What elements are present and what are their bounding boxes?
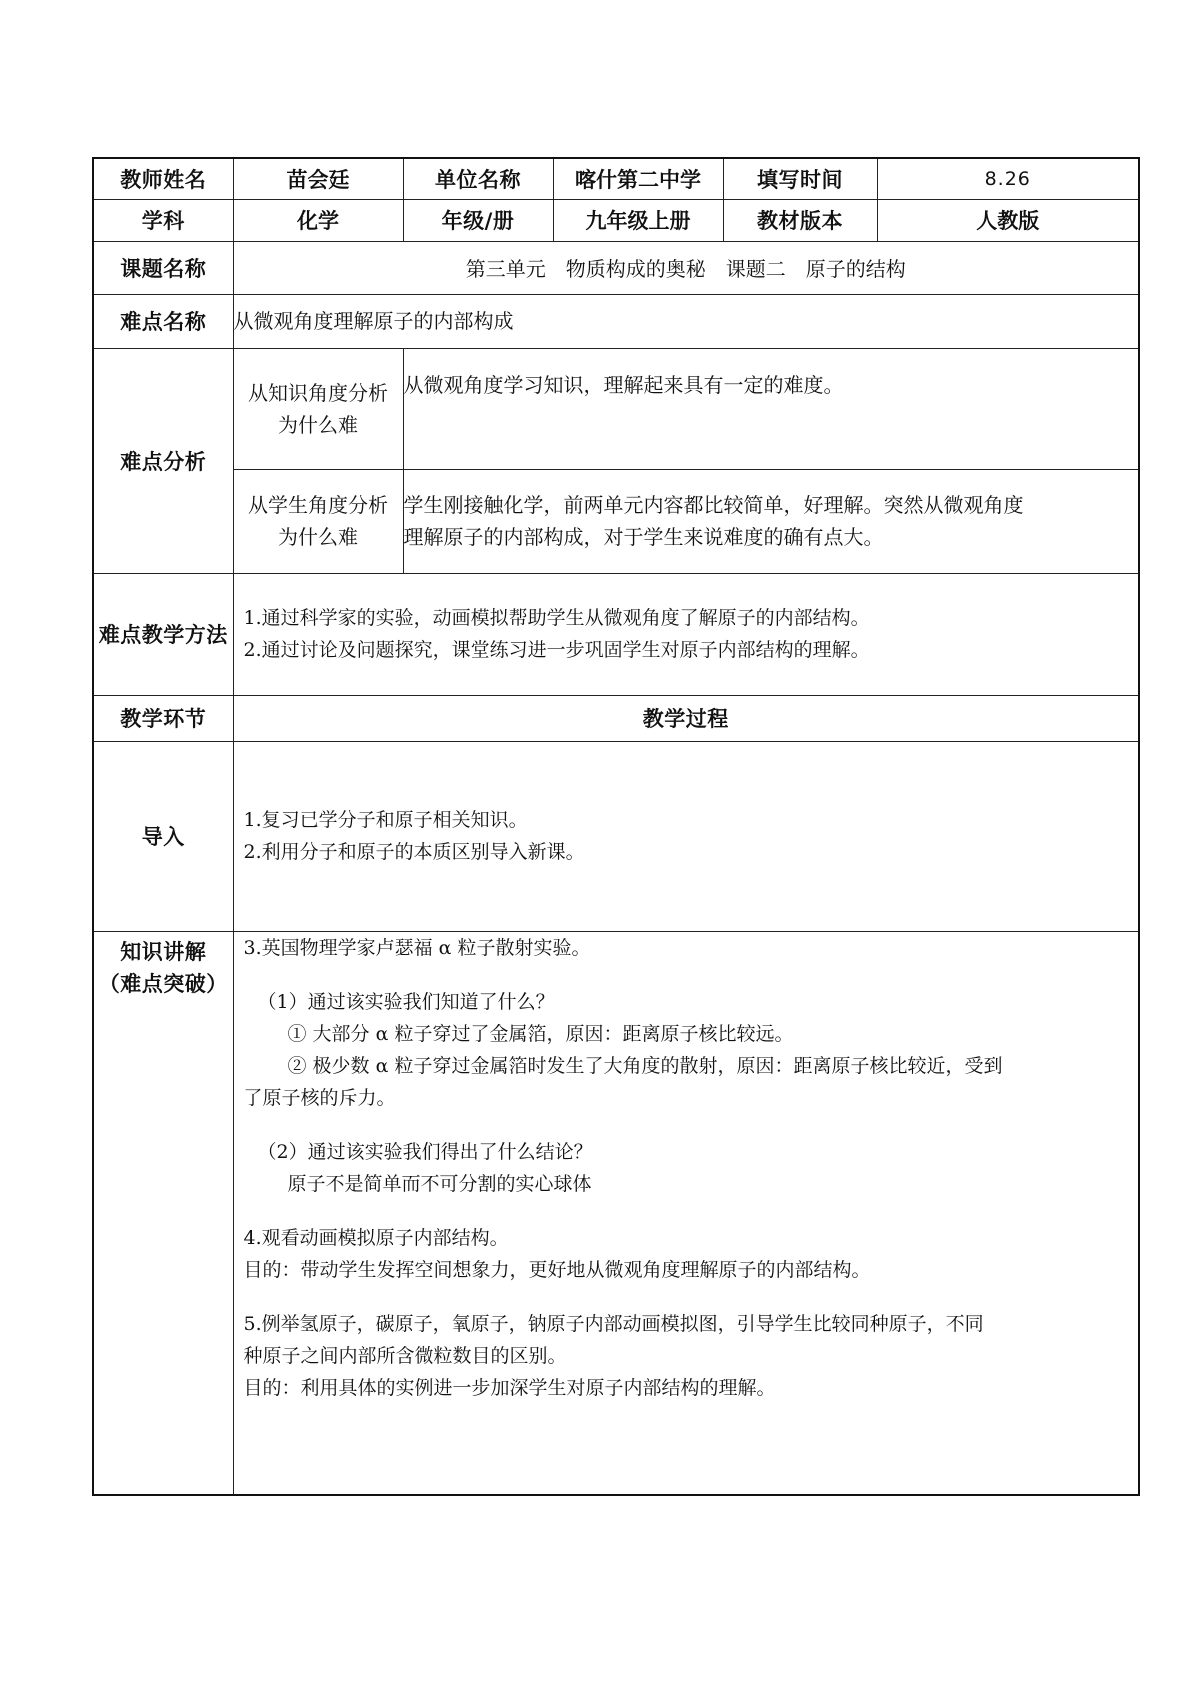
lecture-line-1: 3.英国物理学家卢瑟福 α 粒子散射实验。 — [243, 936, 591, 959]
lecture-line-10: 5.例举氢原子，碳原子，氧原子，钠原子内部动画模拟图，引导学生比较同种原子，不同 — [243, 1312, 984, 1335]
intro-row — [93, 741, 1139, 931]
subject-label: 学科 — [93, 199, 233, 241]
lecture-line-5: 了原子核的斥力。 — [243, 1086, 396, 1109]
method-line-2: 2.通过讨论及问题探究，课堂练习进一步巩固学生对原子内部结构的理解。 — [243, 639, 870, 661]
subject-value: 化学 — [233, 199, 403, 241]
fill-date-label: 填写时间 — [723, 158, 877, 199]
intro-value — [233, 741, 1139, 931]
lecture-line-11: 种原子之间内部所含微粒数目的区别。 — [243, 1344, 567, 1367]
lecture-row — [93, 931, 1139, 1495]
unit-name-label: 单位名称 — [403, 158, 553, 199]
analysis-knowledge-row — [93, 348, 1139, 469]
intro-line-2: 2.利用分子和原子的本质区别导入新课。 — [243, 841, 585, 863]
teacher-name-label: 教师姓名 — [93, 158, 233, 199]
difficulty-label: 难点名称 — [93, 294, 233, 348]
lecture-line-6: （2）通过该实验我们得出了什么结论？ — [257, 1140, 593, 1163]
student-analysis-line-1: 学生刚接触化学，前两单元内容都比较简单，好理解。突然从微观角度 — [403, 493, 1024, 517]
grade-label: 年级/册 — [403, 199, 553, 241]
lecture-line-7: 原子不是简单而不可分割的实心球体 — [287, 1172, 592, 1195]
lesson-plan-page — [92, 157, 1138, 1496]
method-line-1: 1.通过科学家的实验，动画模拟帮助学生从微观角度了解原子的内部结构。 — [243, 607, 870, 629]
topic-value: 第三单元 物质构成的奥秘 课题二 原子的结构 — [233, 241, 1139, 294]
knowledge-analysis-label — [233, 348, 403, 469]
lecture-label — [93, 931, 233, 1495]
student-analysis-label — [233, 469, 403, 573]
method-label: 难点教学方法 — [93, 573, 233, 695]
header-row-1 — [93, 158, 1139, 199]
fill-date-value: 8.26 — [877, 158, 1139, 199]
student-analysis-label-line-1: 从学生角度分析 — [248, 493, 388, 517]
stage-header: 教学环节 — [93, 695, 233, 741]
lecture-line-12: 目的：利用具体的实例进一步加深学生对原子内部结构的理解。 — [243, 1376, 776, 1399]
intro-label: 导入 — [93, 741, 233, 931]
student-analysis-line-2: 理解原子的内部构成，对于学生来说难度的确有点大。 — [403, 525, 884, 549]
intro-line-1: 1.复习已学分子和原子相关知识。 — [243, 809, 528, 831]
lecture-line-4: ② 极少数 α 粒子穿过金属箔时发生了大角度的散射，原因：距离原子核比较近，受到 — [287, 1054, 1003, 1077]
difficulty-value: 从微观角度理解原子的内部构成 — [233, 294, 1139, 348]
lecture-line-9: 目的：带动学生发挥空间想象力，更好地从微观角度理解原子的内部结构。 — [243, 1258, 871, 1281]
edition-label: 教材版本 — [723, 199, 877, 241]
knowledge-analysis-label-line-1: 从知识角度分析 — [248, 380, 388, 405]
lecture-line-8: 4.观看动画模拟原子内部结构。 — [243, 1226, 509, 1249]
method-row — [93, 573, 1139, 695]
lecture-line-3: ① 大部分 α 粒子穿过了金属箔，原因：距离原子核比较远。 — [287, 1022, 794, 1045]
lecture-line-2: （1）通过该实验我们知道了什么？ — [257, 990, 555, 1013]
lesson-plan-table — [92, 157, 1140, 1496]
knowledge-analysis-value: 从微观角度学习知识，理解起来具有一定的难度。 — [403, 348, 1139, 469]
teacher-name-value: 苗会廷 — [233, 158, 403, 199]
analysis-student-row — [93, 469, 1139, 573]
edition-value: 人教版 — [877, 199, 1139, 241]
process-header-row — [93, 695, 1139, 741]
lecture-label-line-2: （难点突破） — [98, 971, 228, 996]
grade-value: 九年级上册 — [553, 199, 723, 241]
process-header: 教学过程 — [233, 695, 1139, 741]
student-analysis-label-line-2: 为什么难 — [278, 525, 358, 549]
header-row-2 — [93, 199, 1139, 241]
topic-label: 课题名称 — [93, 241, 233, 294]
student-analysis-value — [403, 469, 1139, 573]
method-value — [233, 573, 1139, 695]
unit-name-value: 喀什第二中学 — [553, 158, 723, 199]
lecture-label-line-1: 知识讲解 — [120, 939, 207, 964]
lecture-value — [233, 931, 1139, 1495]
analysis-label: 难点分析 — [93, 348, 233, 573]
topic-row — [93, 241, 1139, 294]
knowledge-analysis-label-line-2: 为什么难 — [278, 412, 358, 437]
difficulty-row — [93, 294, 1139, 348]
